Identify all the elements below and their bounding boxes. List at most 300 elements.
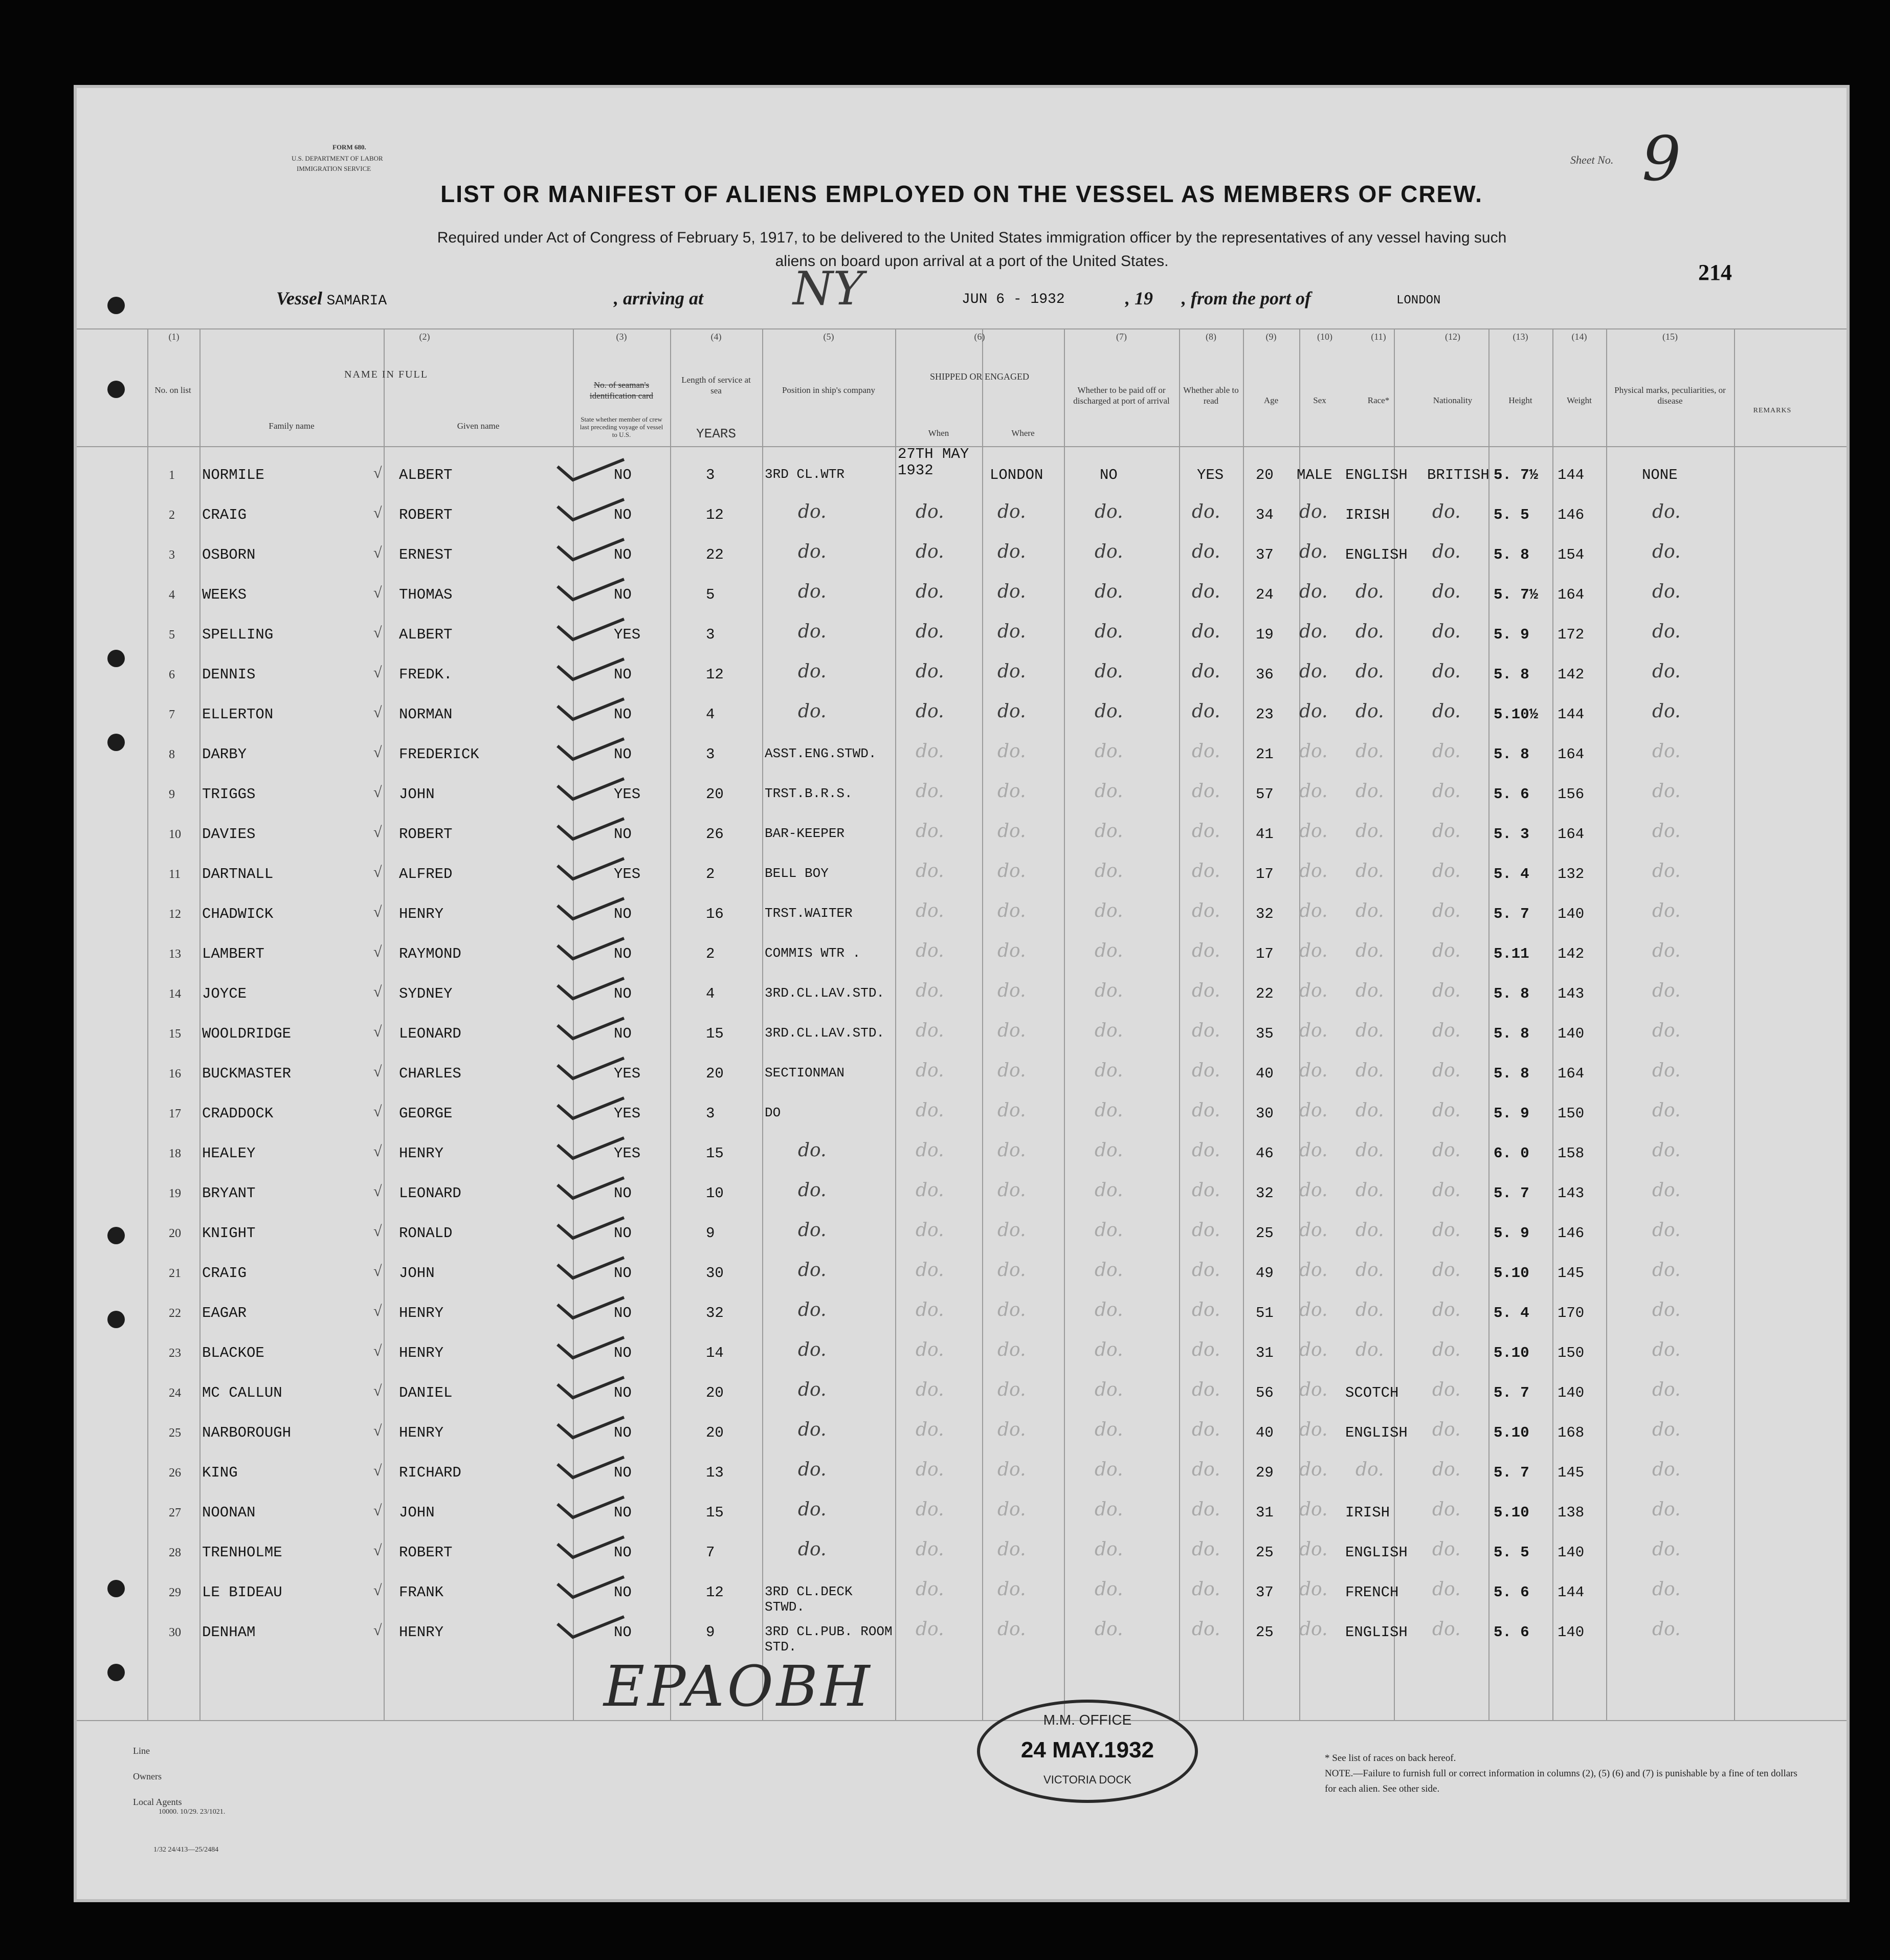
when-ditto: do. [916, 1419, 944, 1440]
sex-ditto: do. [1299, 980, 1328, 1001]
sex-ditto: do. [1299, 781, 1328, 802]
position: ASST.ENG.STWD. [765, 746, 877, 761]
when-ditto: do. [916, 900, 944, 921]
footer-agents-label: Local Agents [133, 1797, 182, 1807]
sex-ditto: do. [1299, 1300, 1328, 1320]
print-code: 10000. 10/29. 23/1021. [159, 1808, 226, 1816]
age: 25 [1256, 1225, 1274, 1242]
given-name: HENRY [399, 906, 444, 922]
age: 32 [1256, 906, 1274, 922]
family-name: CRADDOCK [202, 1105, 274, 1122]
table-rule [77, 328, 1847, 329]
nationality-ditto: do. [1432, 1060, 1461, 1081]
given-name: JOHN [399, 1504, 435, 1521]
col-rule [1394, 328, 1395, 1720]
position: 3RD CL.DECK STWD. [765, 1584, 853, 1615]
sex-ditto: do. [1299, 741, 1328, 762]
weight: 150 [1558, 1345, 1585, 1361]
paid-off-ditto: do. [1095, 1180, 1123, 1201]
column-number: (8) [1206, 332, 1216, 342]
years-service: 2 [706, 866, 715, 883]
previous-voyage: NO [614, 1384, 632, 1401]
given-name: HENRY [399, 1624, 444, 1641]
check-tick: √ [373, 744, 382, 761]
row-number: 13 [169, 948, 181, 961]
age: 46 [1256, 1145, 1274, 1162]
family-name: CRAIG [202, 1265, 247, 1282]
where-ditto: do. [997, 940, 1026, 961]
col-rule [1552, 328, 1553, 1720]
row-number: 23 [169, 1347, 181, 1360]
check-tick: √ [373, 1422, 382, 1439]
row-number: 3 [169, 548, 175, 562]
previous-voyage: NO [614, 906, 632, 922]
header-years: YEARS [696, 426, 736, 442]
read-ditto: do. [1192, 501, 1220, 522]
paid-off-ditto: do. [1095, 861, 1123, 882]
col-rule [1064, 328, 1065, 1720]
header-family-name: Family name [269, 421, 315, 431]
paid-off: NO [1100, 467, 1118, 483]
age: 22 [1256, 985, 1274, 1002]
height: 5. 7 [1494, 1384, 1529, 1401]
weight: 158 [1558, 1145, 1585, 1162]
previous-voyage: NO [614, 1504, 632, 1521]
sex-ditto: do. [1299, 581, 1328, 602]
years-service: 4 [706, 706, 715, 723]
when-ditto: do. [916, 1579, 944, 1600]
row-number: 22 [169, 1307, 181, 1320]
manifest-sheet [77, 88, 1847, 1899]
given-name: JOHN [399, 786, 435, 803]
family-name: KNIGHT [202, 1225, 256, 1242]
weight: 164 [1558, 826, 1585, 843]
where-ditto: do. [997, 1499, 1026, 1520]
position: 3RD CL.WTR [765, 467, 845, 482]
marks-ditto: do. [1652, 900, 1681, 921]
race: ENGLISH [1345, 1424, 1408, 1441]
paid-off-ditto: do. [1095, 1339, 1123, 1360]
previous-voyage: NO [614, 826, 632, 843]
row-number: 26 [169, 1466, 181, 1480]
row-number: 29 [169, 1586, 181, 1599]
position-ditto: do. [798, 1539, 827, 1560]
check-tick: √ [373, 784, 382, 801]
header-nationality: Nationality [1433, 395, 1473, 405]
family-name: SPELLING [202, 626, 274, 643]
position-ditto: do. [798, 1220, 827, 1241]
previous-voyage: NO [614, 586, 632, 603]
marks-ditto: do. [1652, 581, 1681, 602]
check-tick: √ [373, 624, 382, 641]
print-code: 1/32 24/413—25/2484 [153, 1846, 219, 1854]
when-ditto: do. [916, 1300, 944, 1320]
marks-ditto: do. [1652, 1060, 1681, 1081]
sex-ditto: do. [1299, 1539, 1328, 1560]
position-ditto: do. [798, 1499, 827, 1520]
nationality-ditto: do. [1432, 541, 1461, 562]
punch-hole [107, 297, 125, 314]
weight: 154 [1558, 546, 1585, 563]
race-ditto: do. [1355, 781, 1384, 802]
age: 34 [1256, 506, 1274, 523]
weight: 145 [1558, 1265, 1585, 1282]
marks-ditto: do. [1652, 501, 1681, 522]
previous-voyage: NO [614, 1025, 632, 1042]
family-name: DENHAM [202, 1624, 256, 1641]
marks-ditto: do. [1652, 1260, 1681, 1281]
height: 5. 9 [1494, 1225, 1529, 1242]
sex-ditto: do. [1299, 1140, 1328, 1161]
age: 21 [1256, 746, 1274, 763]
where-ditto: do. [997, 1180, 1026, 1201]
previous-voyage: NO [614, 945, 632, 962]
age: 30 [1256, 1105, 1274, 1122]
col-rule [1488, 328, 1489, 1720]
marks-ditto: do. [1652, 1100, 1681, 1121]
when-ditto: do. [916, 701, 944, 722]
weight: 172 [1558, 626, 1585, 643]
previous-voyage: NO [614, 1345, 632, 1361]
column-number: (13) [1513, 332, 1528, 342]
years-service: 15 [706, 1145, 724, 1162]
where-ditto: do. [997, 661, 1026, 682]
race-ditto: do. [1355, 1180, 1384, 1201]
column-number: (9) [1265, 332, 1277, 342]
check-tick: √ [373, 904, 382, 920]
row-number: 17 [169, 1107, 181, 1120]
where-ditto: do. [997, 1020, 1026, 1041]
age: 17 [1256, 866, 1274, 883]
given-name: FREDK. [399, 666, 453, 683]
marks-ditto: do. [1652, 1180, 1681, 1201]
given-name: ALFRED [399, 866, 453, 883]
paid-off-ditto: do. [1095, 581, 1123, 602]
paid-off-ditto: do. [1095, 1619, 1123, 1640]
check-tick: √ [373, 1183, 382, 1200]
check-tick: √ [373, 1502, 382, 1519]
age: 51 [1256, 1305, 1274, 1322]
header-id-card-note: State whether member of crew last preceding voyage of vessel to U.S. [580, 415, 663, 438]
years-service: 7 [706, 1544, 715, 1561]
marks-ditto: do. [1652, 980, 1681, 1001]
age: 25 [1256, 1544, 1274, 1561]
previous-voyage: NO [614, 1265, 632, 1282]
sex-ditto: do. [1299, 900, 1328, 921]
paid-off-ditto: do. [1095, 1579, 1123, 1600]
height: 5. 7 [1494, 1464, 1529, 1481]
column-number: (15) [1662, 332, 1678, 342]
weight: 170 [1558, 1305, 1585, 1322]
race-ditto: do. [1355, 1300, 1384, 1320]
marks-ditto: do. [1652, 1020, 1681, 1041]
race-ditto: do. [1355, 1100, 1384, 1121]
where-ditto: do. [997, 1300, 1026, 1320]
when-ditto: do. [916, 1100, 944, 1121]
header-length-service: Length of service at sea [681, 375, 751, 395]
row-number: 4 [169, 588, 175, 602]
column-number: (3) [616, 332, 627, 342]
weight: 142 [1558, 666, 1585, 683]
row-number: 6 [169, 668, 175, 681]
read-ditto: do. [1192, 1020, 1220, 1041]
nationality-ditto: do. [1432, 900, 1461, 921]
read-ditto: do. [1192, 701, 1220, 722]
position-ditto: do. [798, 1260, 827, 1281]
nationality-ditto: do. [1432, 1260, 1461, 1281]
sex-ditto: do. [1299, 1339, 1328, 1360]
where-ditto: do. [997, 1379, 1026, 1400]
marks-ditto: do. [1652, 1220, 1681, 1241]
marks-ditto: do. [1652, 940, 1681, 961]
read-ditto: do. [1192, 980, 1220, 1001]
when-ditto: do. [916, 541, 944, 562]
previous-voyage: NO [614, 1464, 632, 1481]
nationality-ditto: do. [1432, 1100, 1461, 1121]
height: 5. 8 [1494, 666, 1529, 683]
family-name: BLACKOE [202, 1345, 264, 1361]
footer-owners-label: Owners [133, 1771, 162, 1781]
family-name: BUCKMASTER [202, 1065, 292, 1082]
check-tick: √ [373, 1582, 382, 1599]
given-name: ROBERT [399, 506, 453, 523]
previous-voyage: YES [614, 786, 641, 803]
height: 5. 3 [1494, 826, 1529, 843]
family-name: BRYANT [202, 1185, 256, 1202]
weight: 144 [1558, 706, 1585, 723]
years-service: 3 [706, 467, 715, 483]
nationality-ditto: do. [1432, 861, 1461, 882]
position-ditto: do. [798, 541, 827, 562]
manifest-title: LIST OR MANIFEST OF ALIENS EMPLOYED ON THE VESSEL AS MEMBERS OF CREW. [440, 181, 1483, 207]
when-ditto: do. [916, 1339, 944, 1360]
vessel-name: SAMARIA [326, 293, 387, 309]
age: 49 [1256, 1265, 1274, 1282]
nationality-ditto: do. [1432, 1020, 1461, 1041]
stamp-place: VICTORIA DOCK [1043, 1773, 1131, 1786]
previous-voyage: NO [614, 1624, 632, 1641]
years-service: 20 [706, 1424, 724, 1441]
weight: 143 [1558, 985, 1585, 1002]
sex: MALE [1297, 467, 1332, 483]
height: 5. 4 [1494, 866, 1529, 883]
read-ditto: do. [1192, 621, 1220, 642]
where-ditto: do. [997, 1419, 1026, 1440]
row-number: 8 [169, 748, 175, 761]
when-ditto: do. [916, 1539, 944, 1560]
header-race: Race* [1367, 395, 1390, 405]
given-name: HENRY [399, 1424, 444, 1441]
height: 6. 0 [1494, 1145, 1529, 1162]
column-number: (11) [1371, 332, 1386, 342]
family-name: KING [202, 1464, 238, 1481]
age: 23 [1256, 706, 1274, 723]
paid-off-ditto: do. [1095, 541, 1123, 562]
age: 20 [1256, 467, 1274, 483]
height: 5. 8 [1494, 985, 1529, 1002]
sex-ditto: do. [1299, 541, 1328, 562]
previous-voyage: YES [614, 1065, 641, 1082]
height: 5. 6 [1494, 1584, 1529, 1601]
column-number: (1) [168, 332, 180, 342]
given-name: ROBERT [399, 1544, 453, 1561]
paid-off-ditto: do. [1095, 1300, 1123, 1320]
check-tick: √ [373, 983, 382, 1000]
given-name: FRANK [399, 1584, 444, 1601]
penalty-note: NOTE.—Failure to furnish full or correct information in columns (2), (5) (6) and (7) is punishable by a fine of ten dollars for each alien. See other side. [1325, 1768, 1797, 1794]
sex-ditto: do. [1299, 1260, 1328, 1281]
paid-off-ditto: do. [1095, 1100, 1123, 1121]
marks-ditto: do. [1652, 1419, 1681, 1440]
when-ditto: do. [916, 501, 944, 522]
row-number: 7 [169, 708, 175, 721]
weight: 145 [1558, 1464, 1585, 1481]
header-age: Age [1263, 395, 1279, 405]
marks-ditto: do. [1652, 701, 1681, 722]
height: 5.10 [1494, 1504, 1529, 1521]
given-name: RONALD [399, 1225, 453, 1242]
family-name: LAMBERT [202, 945, 264, 962]
weight: 146 [1558, 506, 1585, 523]
row-number: 18 [169, 1147, 181, 1160]
weight: 140 [1558, 1025, 1585, 1042]
years-service: 3 [706, 626, 715, 643]
race-ditto: do. [1355, 701, 1384, 722]
position: BAR-KEEPER [765, 826, 845, 841]
age: 40 [1256, 1424, 1274, 1441]
years-service: 10 [706, 1185, 724, 1202]
given-name: DANIEL [399, 1384, 453, 1401]
read-ditto: do. [1192, 1459, 1220, 1480]
nationality-ditto: do. [1432, 1339, 1461, 1360]
age: 24 [1256, 586, 1274, 603]
sex-ditto: do. [1299, 621, 1328, 642]
weight: 140 [1558, 1624, 1585, 1641]
previous-voyage: NO [614, 1225, 632, 1242]
read-ditto: do. [1192, 661, 1220, 682]
read-ditto: do. [1192, 940, 1220, 961]
able-to-read: YES [1197, 467, 1224, 483]
age: 37 [1256, 546, 1274, 563]
paid-off-ditto: do. [1095, 781, 1123, 802]
office-stamp [977, 1700, 1198, 1803]
arrival-date: JUN 6 - 1932 [962, 292, 1065, 307]
where-ditto: do. [997, 1619, 1026, 1640]
position-ditto: do. [798, 1140, 827, 1161]
header-given-name: Given name [457, 421, 500, 431]
race-note: * See list of races on back hereof. [1325, 1753, 1456, 1764]
race-ditto: do. [1355, 1339, 1384, 1360]
check-tick: √ [373, 1143, 382, 1160]
weight: 168 [1558, 1424, 1585, 1441]
paid-off-ditto: do. [1095, 1419, 1123, 1440]
years-service: 30 [706, 1265, 724, 1282]
read-ditto: do. [1192, 821, 1220, 842]
nationality-ditto: do. [1432, 1539, 1461, 1560]
row-number: 21 [169, 1267, 181, 1280]
given-name: RICHARD [399, 1464, 461, 1481]
where-ditto: do. [997, 1100, 1026, 1121]
race: ENGLISH [1345, 546, 1408, 563]
read-ditto: do. [1192, 1220, 1220, 1241]
weight: 144 [1558, 1584, 1585, 1601]
years-service: 20 [706, 1065, 724, 1082]
read-ditto: do. [1192, 861, 1220, 882]
previous-voyage: NO [614, 985, 632, 1002]
height: 5.10 [1494, 1265, 1529, 1282]
race-ditto: do. [1355, 980, 1384, 1001]
height: 5.11 [1494, 945, 1529, 962]
where-ditto: do. [997, 1339, 1026, 1360]
when-ditto: do. [916, 821, 944, 842]
nationality-ditto: do. [1432, 781, 1461, 802]
given-name: ROBERT [399, 826, 453, 843]
race-ditto: do. [1355, 1020, 1384, 1041]
race-ditto: do. [1355, 1459, 1384, 1480]
family-name: DARTNALL [202, 866, 274, 883]
family-name: MC CALLUN [202, 1384, 282, 1401]
service-label: IMMIGRATION SERVICE [297, 165, 371, 172]
previous-voyage: NO [614, 1305, 632, 1322]
stamp-office: M.M. OFFICE [1043, 1712, 1132, 1728]
nationality-ditto: do. [1432, 661, 1461, 682]
nationality-ditto: do. [1432, 1180, 1461, 1201]
previous-voyage: NO [614, 746, 632, 763]
previous-voyage: NO [614, 1544, 632, 1561]
family-name: NARBOROUGH [202, 1424, 292, 1441]
marks-ditto: do. [1652, 1140, 1681, 1161]
family-name: DAVIES [202, 826, 256, 843]
position: TRST.WAITER [765, 906, 853, 921]
height: 5. 5 [1494, 1544, 1529, 1561]
position: 3RD.CL.LAV.STD. [765, 985, 885, 1001]
nationality-ditto: do. [1432, 701, 1461, 722]
marks-ditto: do. [1652, 1539, 1681, 1560]
position-ditto: do. [798, 501, 827, 522]
height: 5. 8 [1494, 746, 1529, 763]
column-number: (12) [1445, 332, 1460, 342]
check-tick: √ [373, 824, 382, 841]
physical-marks: NONE [1642, 467, 1678, 483]
sex-ditto: do. [1299, 1419, 1328, 1440]
sex-ditto: do. [1299, 940, 1328, 961]
race-ditto: do. [1355, 661, 1384, 682]
weight: 146 [1558, 1225, 1585, 1242]
check-tick: √ [373, 465, 382, 481]
paid-off-ditto: do. [1095, 621, 1123, 642]
marks-ditto: do. [1652, 541, 1681, 562]
height: 5. 6 [1494, 1624, 1529, 1641]
col-rule [384, 328, 385, 1720]
years-service: 14 [706, 1345, 724, 1361]
paid-off-ditto: do. [1095, 501, 1123, 522]
family-name: DENNIS [202, 666, 256, 683]
sex-ditto: do. [1299, 701, 1328, 722]
given-name: LEONARD [399, 1025, 461, 1042]
position-ditto: do. [798, 701, 827, 722]
officer-signature: EPAOBH [604, 1654, 873, 1719]
previous-voyage: NO [614, 706, 632, 723]
when-ditto: do. [916, 781, 944, 802]
nationality-ditto: do. [1432, 581, 1461, 602]
sex-ditto: do. [1299, 1180, 1328, 1201]
race-ditto: do. [1355, 900, 1384, 921]
header-paid-off: Whether to be paid off or discharged at port of arrival [1073, 385, 1170, 406]
nationality-ditto: do. [1432, 1220, 1461, 1241]
shipped-where: LONDON [990, 467, 1043, 483]
where-ditto: do. [997, 900, 1026, 921]
given-name: JOHN [399, 1265, 435, 1282]
